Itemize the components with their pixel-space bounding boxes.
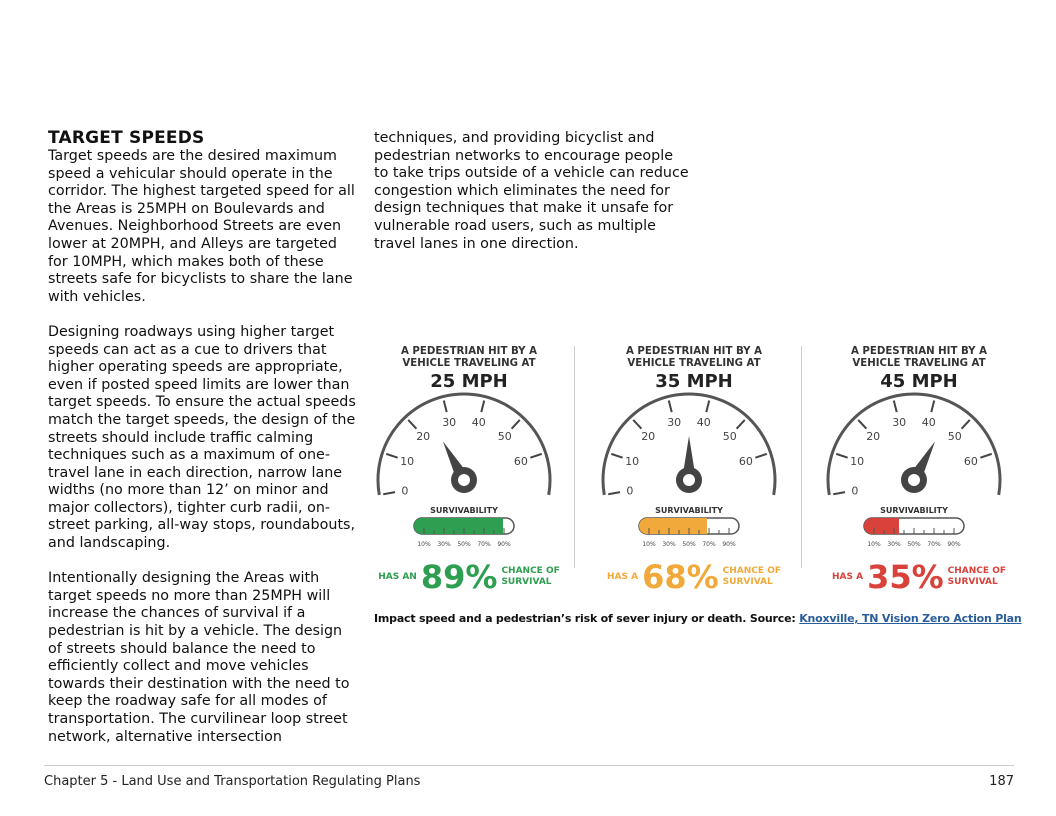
survival-percent: 35% bbox=[867, 558, 944, 596]
figure-caption bbox=[374, 612, 1022, 625]
result-prefix: HAS A bbox=[832, 571, 864, 582]
needle-hub-center bbox=[683, 474, 695, 486]
chance-line1: CHANCE OF bbox=[501, 566, 560, 576]
caption-text: Impact speed and a pedestrian’s risk of sever injury or death. Source: bbox=[374, 612, 800, 625]
bar-tick-label: 30% bbox=[437, 541, 451, 548]
dial-tick bbox=[633, 420, 641, 429]
bar-tick-label: 50% bbox=[682, 541, 696, 548]
paragraph-higher-speeds: Designing roadways using higher target speeds can act as a cue to drivers that higher operating speeds are appropriate, even if posted speed limits are lower than target speeds. To ensure the actual speeds match the target speeds, the design of the streets should include traffic calming techniques such as a maximum of one-travel lane in each direction, narrow lane widths (no more than 12’ on minor and major collectors), tighter curb radii, on-street parking, all-way stops, roundabouts, and landscaping. bbox=[48, 323, 356, 552]
right-column bbox=[374, 130, 690, 253]
source-link[interactable]: Knoxville, TN Vision Zero Action Plan bbox=[799, 612, 1022, 625]
dial-label: 0 bbox=[626, 484, 634, 498]
gauge-45-mph bbox=[824, 340, 1014, 602]
bar-tick-label: 10% bbox=[642, 541, 656, 548]
bar-tick-label: 50% bbox=[907, 541, 921, 548]
dial-label: 20 bbox=[641, 430, 656, 444]
dial-label: 20 bbox=[416, 430, 431, 444]
bar-tick-label: 10% bbox=[867, 541, 881, 548]
dial-label: 0 bbox=[401, 484, 409, 498]
figure-divider bbox=[574, 346, 575, 568]
dial-tick bbox=[833, 492, 845, 494]
dial-tick bbox=[383, 492, 395, 494]
needle-hub-center bbox=[908, 474, 920, 486]
gauge-result bbox=[824, 558, 1014, 598]
gauge-title-line2: VEHICLE TRAVELING AT bbox=[402, 358, 536, 369]
gauge-speed: 35 MPH bbox=[655, 371, 733, 392]
chance-line2: SURVIVAL bbox=[722, 577, 773, 587]
gauge-title-line1: A PEDESTRIAN HIT BY A bbox=[626, 346, 762, 357]
dial-label: 10 bbox=[400, 454, 415, 468]
gauge-title-line1: A PEDESTRIAN HIT BY A bbox=[401, 346, 537, 357]
gauge-25-mph bbox=[374, 340, 564, 602]
result-prefix: HAS AN bbox=[378, 571, 417, 582]
bar-tick-label: 10% bbox=[417, 541, 431, 548]
dial-tick bbox=[481, 401, 484, 413]
gauge-speed: 25 MPH bbox=[430, 371, 508, 392]
survivability-label: SURVIVABILITY bbox=[430, 506, 498, 515]
bar-tick-label: 90% bbox=[947, 541, 961, 548]
chance-line2: SURVIVAL bbox=[947, 577, 998, 587]
dial-tick bbox=[669, 401, 672, 413]
figure-divider bbox=[801, 346, 802, 568]
paragraph-target-speeds: Target speeds are the desired maximum speed a vehicular should operate in the corridor. The highest targeted speed for all the Areas is 25MPH on Boulevards and Avenues. Neighborhood Streets are even lower at 20MPH, and Alleys are targeted for 10MPH, which makes both of these streets safe for bicyclists to share the lane with vehicles. bbox=[48, 148, 355, 305]
bar-tick-label: 70% bbox=[702, 541, 716, 548]
survival-percent: 68% bbox=[642, 558, 719, 596]
bar-tick-label: 50% bbox=[457, 541, 471, 548]
dial-label: 30 bbox=[442, 415, 457, 429]
chance-line2: SURVIVAL bbox=[501, 577, 552, 587]
dial-tick bbox=[755, 454, 766, 458]
dial-tick bbox=[931, 401, 934, 413]
dial-tick bbox=[444, 401, 447, 413]
dial-label: 50 bbox=[722, 430, 737, 444]
dial-tick bbox=[512, 420, 520, 429]
dial-label: 10 bbox=[625, 454, 640, 468]
result-prefix: HAS A bbox=[607, 571, 639, 582]
dial-label: 30 bbox=[667, 415, 682, 429]
dial-tick bbox=[608, 492, 620, 494]
dial-label: 60 bbox=[738, 454, 753, 468]
paragraph-continued: techniques, and providing bicyclist and pedestrian networks to encourage people to take trips outside of a vehicle can reduce congestion which eliminates the need for design techniques that make it unsafe for vulnerable road users, such as multiple travel lanes in one direction. bbox=[374, 130, 689, 252]
dial-tick bbox=[530, 454, 541, 458]
footer-rule bbox=[44, 765, 1014, 766]
section-heading: TARGET SPEEDS bbox=[48, 128, 205, 148]
survivability-fill bbox=[414, 518, 503, 534]
bar-tick-label: 70% bbox=[477, 541, 491, 548]
left-column bbox=[48, 128, 360, 746]
dial-label: 50 bbox=[497, 430, 512, 444]
survivability-label: SURVIVABILITY bbox=[880, 506, 948, 515]
gauge-speed: 45 MPH bbox=[880, 371, 958, 392]
chance-line1: CHANCE OF bbox=[947, 566, 1006, 576]
dial-tick bbox=[980, 454, 991, 458]
bar-tick-label: 90% bbox=[722, 541, 736, 548]
survivability-figure bbox=[374, 340, 1014, 602]
dial-tick bbox=[611, 454, 622, 458]
bar-tick-label: 30% bbox=[662, 541, 676, 548]
dial-label: 60 bbox=[513, 454, 528, 468]
survival-percent: 89% bbox=[420, 558, 498, 596]
dial-label: 40 bbox=[471, 415, 486, 429]
dial-tick bbox=[894, 401, 897, 413]
dial-tick bbox=[737, 420, 745, 429]
result-suffix bbox=[948, 566, 1006, 588]
dial-label: 20 bbox=[866, 430, 881, 444]
result-suffix bbox=[723, 566, 781, 588]
dial-label: 10 bbox=[850, 454, 865, 468]
chance-line1: CHANCE OF bbox=[722, 566, 781, 576]
dial-tick bbox=[408, 420, 416, 429]
dial-tick bbox=[836, 454, 847, 458]
gauge-result bbox=[374, 558, 564, 598]
dial-label: 0 bbox=[851, 484, 859, 498]
dial-label: 30 bbox=[892, 415, 907, 429]
paragraph-survival: Intentionally designing the Areas with target speeds no more than 25MPH will increase the chances of survival if a pedestrian is hit by a vehicle. The design of streets should balance the need to efficiently collect and move vehicles towards their destination with the need to keep the roadway safe for all modes of transportation. The curvilinear loop street network, alternative intersection bbox=[48, 570, 350, 745]
gauge-title-line1: A PEDESTRIAN HIT BY A bbox=[851, 346, 987, 357]
bar-tick-label: 30% bbox=[887, 541, 901, 548]
bar-tick-label: 70% bbox=[927, 541, 941, 548]
footer-chapter: Chapter 5 - Land Use and Transportation Regulating Plans bbox=[44, 774, 421, 789]
survivability-label: SURVIVABILITY bbox=[655, 506, 723, 515]
bar-tick-label: 90% bbox=[497, 541, 511, 548]
gauge-result bbox=[599, 558, 789, 598]
dial-label: 40 bbox=[696, 415, 711, 429]
page-number: 187 bbox=[989, 774, 1014, 789]
result-suffix bbox=[501, 566, 559, 588]
gauge-35-mph bbox=[599, 340, 789, 602]
dial-label: 40 bbox=[921, 415, 936, 429]
dial-tick bbox=[858, 420, 866, 429]
gauge-title-line2: VEHICLE TRAVELING AT bbox=[852, 358, 986, 369]
dial-label: 50 bbox=[947, 430, 962, 444]
gauge-title-line2: VEHICLE TRAVELING AT bbox=[627, 358, 761, 369]
needle-hub-center bbox=[458, 474, 470, 486]
dial-label: 60 bbox=[963, 454, 978, 468]
dial-tick bbox=[706, 401, 709, 413]
dial-tick bbox=[962, 420, 970, 429]
dial-tick bbox=[386, 454, 397, 458]
